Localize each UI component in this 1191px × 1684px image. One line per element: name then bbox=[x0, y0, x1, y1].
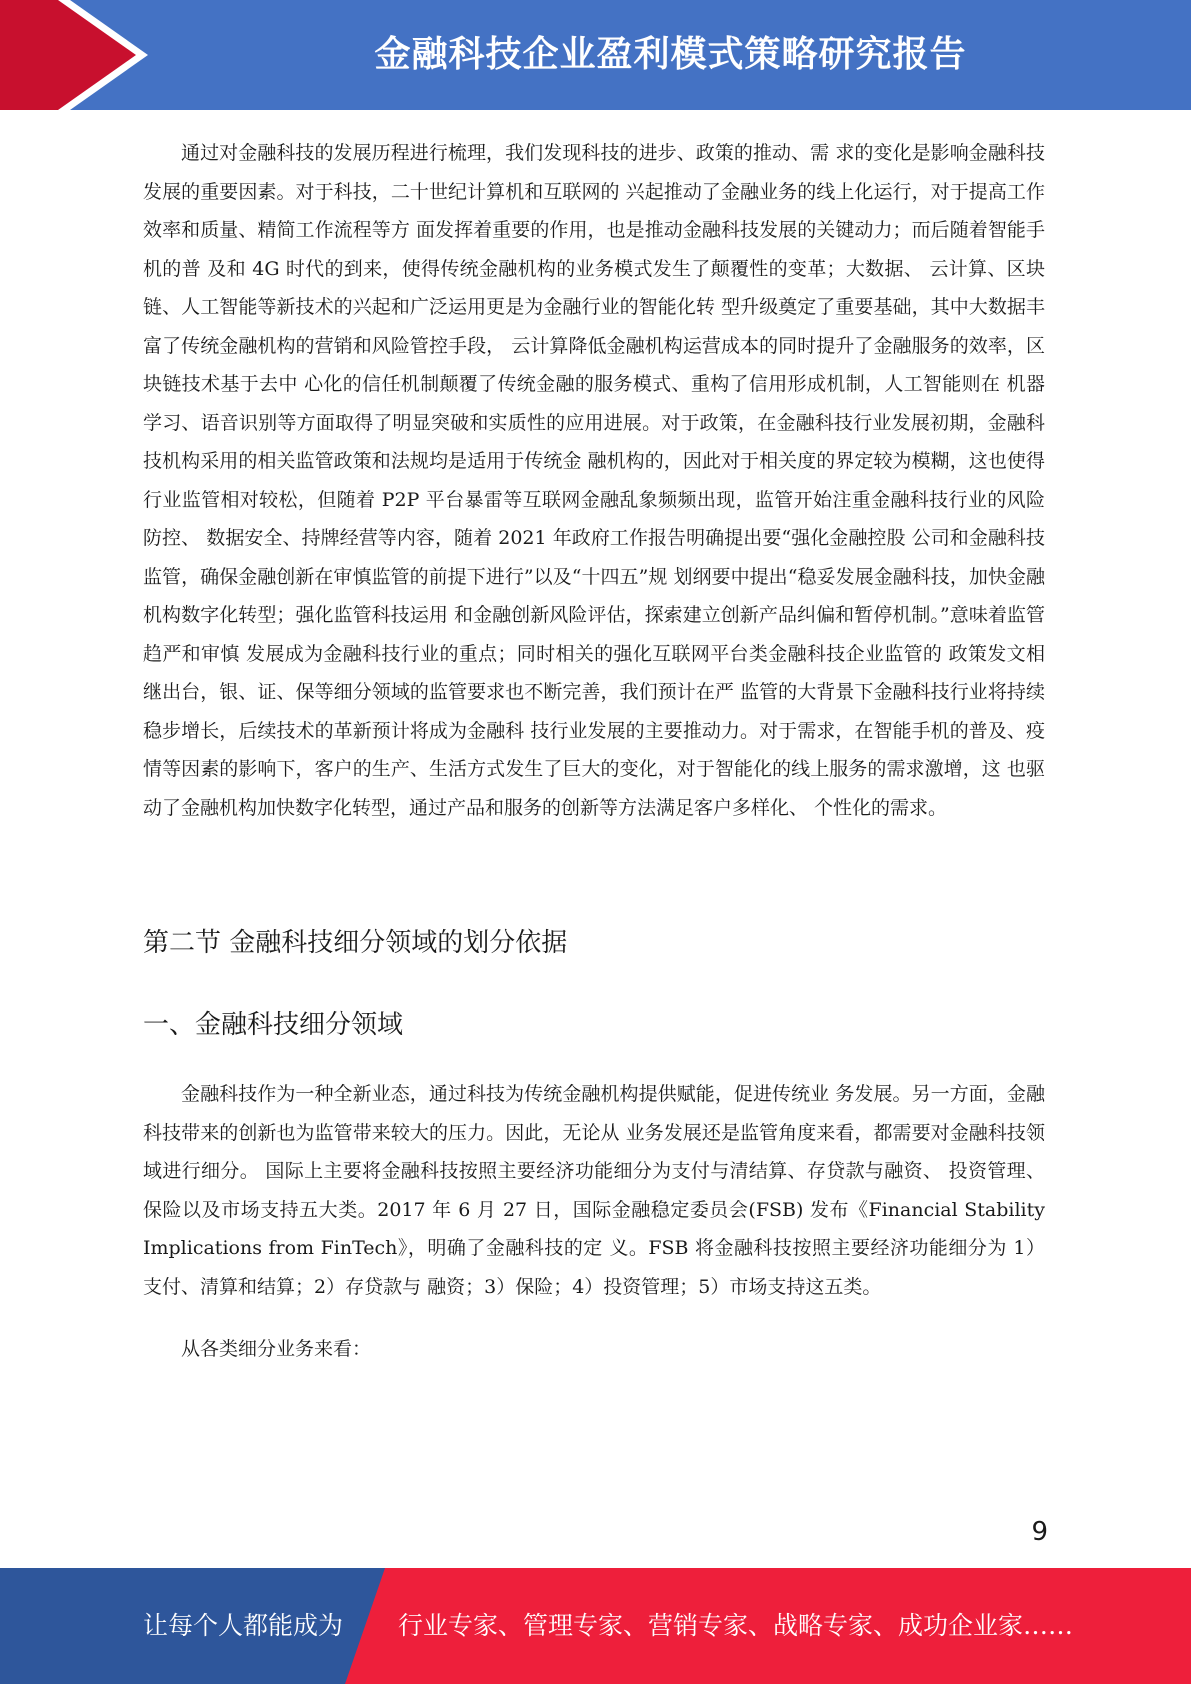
section-heading: 第二节 金融科技细分领域的划分依据 bbox=[143, 928, 568, 958]
page-footer bbox=[0, 1568, 1191, 1684]
footer-slogan-right: 行业专家、管理专家、营销专家、战略专家、成功企业家…… bbox=[398, 1611, 1074, 1640]
document-body bbox=[143, 134, 1045, 1369]
report-title: 金融科技企业盈利模式策略研究报告 bbox=[374, 34, 967, 75]
page-header bbox=[0, 0, 1191, 110]
body-paragraph: 通过对金融科技的发展历程进行梳理，我们发现科技的进步、政策的推动、需 求的变化是影响金融科技发展的重要因素。对于科技，二十世纪计算机和互联网的 兴起推动了金融业务的线上化运行，对于提高工作效率和质量、精简工作流程等方 面发挥着重要的作用，也是推动金融科技发展的关键动力；而后随着智能手机的普 及和 4G 时代的到来，使得传统金融机构的业务模式发生了颠覆性的变革；大数据、 云计算、区块链、人工智能等新技术的兴起和广泛运用更是为金融行业的智能化转 型升级奠定了重要基础，其中大数据丰富了传统金融机构的营销和风险管控手段， 云计算降低金融机构运营成本的同时提升了金融服务的效率，区块链技术基于去中 心化的信任机制颠覆了传统金融的服务模式、重构了信用形成机制，人工智能则在 机器学习、语音识别等方面取得了明显突破和实质性的应用进展。对于政策，在金融科技行业发展初期，金融科技机构采用的相关监管政策和法规均是适用于传统金 融机构的，因此对于相关度的界定较为模糊，这也使得行业监管相对较松，但随着 P2P 平台暴雷等互联网金融乱象频频出现，监管开始注重金融科技行业的风险防控、 数据安全、持牌经营等内容，随着 2021 年政府工作报告明确提出要“强化金融控股 公司和金融科技监管，确保金融创新在审慎监管的前提下进行”以及“十四五”规 划纲要中提出“稳妥发展金融科技，加快金融机构数字化转型；强化监管科技运用 和金融创新风险评估，探索建立创新产品纠偏和暂停机制。”意味着监管趋严和审慎 发展成为金融科技行业的重点；同时相关的强化互联网平台类金融科技企业监管的 政策发文相继出台，银、证、保等细分领域的监管要求也不断完善，我们预计在严 监管的大背景下金融科技行业将持续稳步增长，后续技术的革新预计将成为金融科 技行业发展的主要推动力。对于需求，在智能手机的普及、疫情等因素的影响下，客户的生产、生活方式发生了巨大的变化，对于智能化的线上服务的需求激增，这 也驱动了金融机构加快数字化转型，通过产品和服务的创新等方法满足客户多样化、 个性化的需求。 bbox=[143, 142, 1045, 819]
footer-slogan-left: 让每个人都能成为 bbox=[143, 1611, 344, 1640]
body-paragraph: 从各类细分业务来看： bbox=[181, 1338, 372, 1360]
header-arrow-decoration bbox=[0, 0, 160, 110]
subsection-heading: 一、金融科技细分领域 bbox=[143, 1010, 404, 1040]
body-paragraph: 金融科技作为一种全新业态，通过科技为传统金融机构提供赋能，促进传统业 务发展。另一方面，金融科技带来的创新也为监管带来较大的压力。因此，无论从 业务发展还是监管角度来看，都需要对金融科技领域进行细分。 国际上主要将金融科技按照主要经济功能细分为支付与清结算、存贷款与融资、 投资管理、保险以及市场支持五大类。2017 年 6 月 27 日，国际金融稳定委员会(FSB) 发布《Financial Stability Implications from FinTech》，明确了金融科技的定 义。FSB 将金融科技按照主要经济功能细分为 1）支付、清算和结算；2）存贷款与 融资；3）保险；4）投资管理；5）市场支持这五类。 bbox=[143, 1083, 1045, 1298]
page-number: 9 bbox=[1031, 1517, 1048, 1547]
